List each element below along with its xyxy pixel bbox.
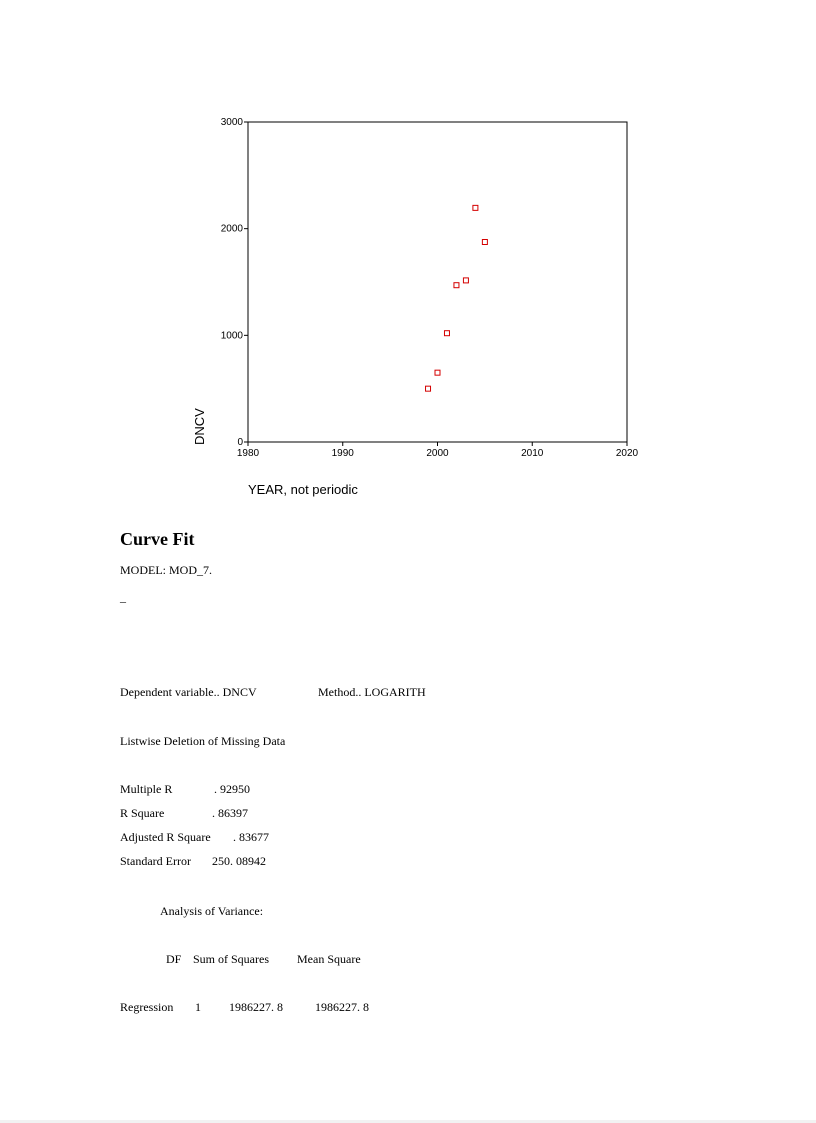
x-axis bbox=[237, 442, 639, 459]
stat-value: . 83677 bbox=[233, 830, 269, 844]
stat-value: . 92950 bbox=[214, 782, 250, 796]
anova-header-ms: Mean Square bbox=[297, 952, 361, 966]
x-tick-label: 1990 bbox=[331, 448, 354, 459]
y-tick-label: 2000 bbox=[220, 223, 243, 235]
y-tick-label: 1000 bbox=[220, 330, 243, 342]
x-tick-label: 2020 bbox=[615, 448, 639, 459]
y-tick-label: 0 bbox=[237, 437, 243, 448]
data-point bbox=[473, 205, 478, 210]
data-point bbox=[463, 278, 468, 283]
data-point bbox=[454, 283, 459, 288]
method: Method.. LOGARITH bbox=[318, 685, 426, 699]
heading-curve-fit: Curve Fit bbox=[120, 529, 195, 549]
model-line: MODEL: MOD_7. bbox=[120, 563, 212, 577]
regression-ss: 1986227. 8 bbox=[229, 1000, 283, 1014]
scatter-chart bbox=[170, 108, 650, 508]
plot-frame bbox=[248, 122, 627, 442]
x-axis-title: YEAR, not periodic bbox=[248, 482, 358, 497]
regression-label: Regression bbox=[120, 1000, 174, 1014]
dash-line: _ bbox=[120, 590, 126, 604]
regression-df: 1 bbox=[195, 1000, 201, 1014]
y-axis bbox=[221, 117, 248, 448]
x-tick-label: 2010 bbox=[521, 448, 544, 459]
y-axis-title: DNCV bbox=[192, 408, 207, 445]
anova-header-df: DF bbox=[166, 952, 182, 966]
stat-label: Multiple R bbox=[120, 782, 173, 796]
y-tick-label: 3000 bbox=[220, 117, 243, 128]
x-tick-label: 1980 bbox=[236, 448, 260, 459]
data-points bbox=[426, 205, 488, 391]
dependent-variable: Dependent variable.. DNCV bbox=[120, 685, 257, 699]
x-tick-label: 2000 bbox=[426, 448, 449, 459]
data-point bbox=[426, 386, 431, 391]
anova-title: Analysis of Variance: bbox=[160, 904, 264, 918]
stat-label: Standard Error bbox=[120, 854, 191, 868]
stat-label: R Square bbox=[120, 806, 165, 820]
stat-value: 250. 08942 bbox=[212, 854, 266, 868]
regression-ms: 1986227. 8 bbox=[315, 1000, 369, 1014]
data-point bbox=[435, 370, 440, 375]
listwise-deletion: Listwise Deletion of Missing Data bbox=[120, 734, 286, 748]
data-point bbox=[444, 331, 449, 336]
data-point bbox=[482, 240, 487, 245]
stat-label: Adjusted R Square bbox=[120, 830, 211, 844]
stat-value: . 86397 bbox=[212, 806, 248, 820]
anova-header-ss: Sum of Squares bbox=[193, 952, 269, 966]
